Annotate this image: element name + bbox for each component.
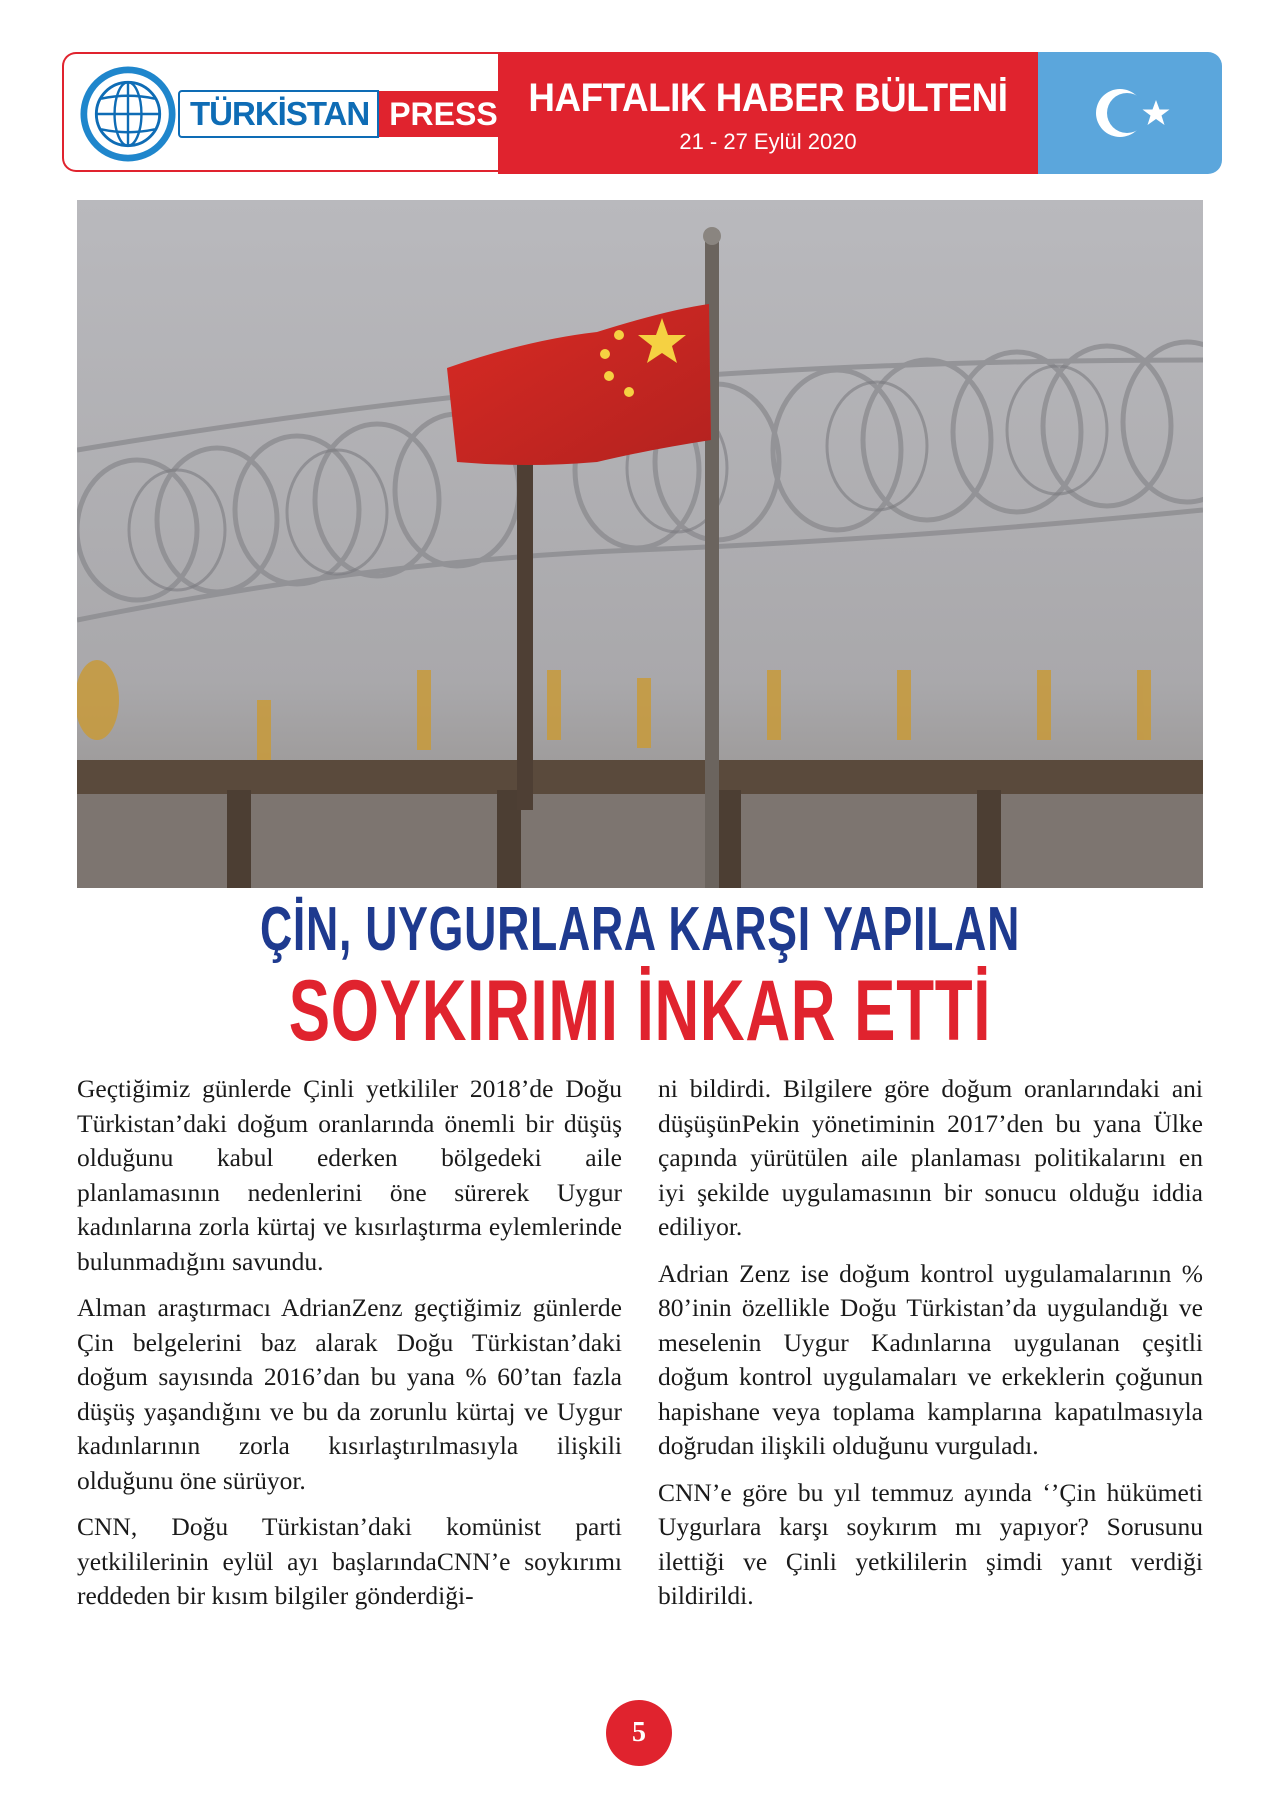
globe-icon xyxy=(80,66,176,162)
paragraph: CNN’e göre bu yıl temmuz ayında ‘’Çin hükümeti Uygurlara karşı soykırım mı yapıyor? Sorusunu ilettiği ve Çinli yetkililerin şimdi yanıt verdiği bildirildi. xyxy=(658,1477,1203,1610)
paragraph: Alman araştırmacı AdrianZenz geçtiğimiz günlerde Çin belgelerini baz alarak Doğu Türkistan’daki doğum sayısında 2016’dan bu yana % 60’tan fazla düşüş yaşandığını ve bu da zorunlu kürtaj ve Uygur kadınlarının zorla kısırlaştırılmasıyla ilişkili olduğunu öne sürüyor. xyxy=(77,1293,622,1495)
page-number: 5 xyxy=(606,1700,672,1766)
newsletter-title-panel xyxy=(498,52,1038,174)
newsletter-title: HAFTALIK HABER BÜLTENİ xyxy=(528,76,1008,120)
brand-wordmark xyxy=(178,90,508,138)
date-range: 21 - 27 Eylül 2020 xyxy=(679,129,857,154)
article-column-right xyxy=(658,1072,1203,1626)
paragraph: Geçtiğimiz günlerde Çinli yetkililer 2018’de Doğu Türkistan’daki doğum oranlarında önemli bir düşüş olduğunu kabul ederken bölgedeki aile planlamasının nedenlerini öne sürerek Uygur kadınlarına zorla kürtaj ve kısırlaştırma eylemlerinde bulunmadığını savundu. xyxy=(77,1074,622,1276)
east-turkestan-flag-icon xyxy=(1090,78,1180,148)
flag-panel xyxy=(1038,52,1222,174)
brand-name: TÜRKİSTAN xyxy=(178,90,379,138)
headline-line-1: ÇİN, UYGURLARA KARŞI YAPILAN xyxy=(259,895,1021,964)
bulletin-header xyxy=(62,52,1222,174)
article-column-left xyxy=(77,1072,622,1626)
logo-panel xyxy=(62,52,498,172)
headline-line-2: SOYKIRIMI İNKAR ETTİ xyxy=(288,963,992,1059)
paragraph: Adrian Zenz ise doğum kontrol uygulamalarının % 80’inin özellikle Doğu Türkistan’da uygulandığı ve meselenin Uygur Kadınlarına uygulanan çeşitli doğum kontrol uygulamaları ve erkeklerin çoğunun hapishane veya toplama kamplarına kapatılmasıyla doğrudan ilişkili olduğunu vurguladı. xyxy=(658,1258,1203,1460)
article-photo xyxy=(77,200,1203,888)
brand-press: PRESS xyxy=(379,91,507,137)
paragraph: ni bildirdi. Bilgilere göre doğum oranlarındaki ani düşüşünPekin yönetiminin 2017’den bu yana Ülke çapında yürütülen aile planlaması politikalarını en iyi şekilde uygulamasının bir sonucu olduğu iddia ediliyor. xyxy=(658,1074,1203,1241)
paragraph: CNN, Doğu Türkistan’daki komünist parti yetkililerinin eylül ayı başlarındaCNN’e soykırımı reddeden bir kısım bilgiler gönderdiği- xyxy=(77,1512,622,1610)
chinese-flag-barbed-wire-image xyxy=(77,200,1203,888)
